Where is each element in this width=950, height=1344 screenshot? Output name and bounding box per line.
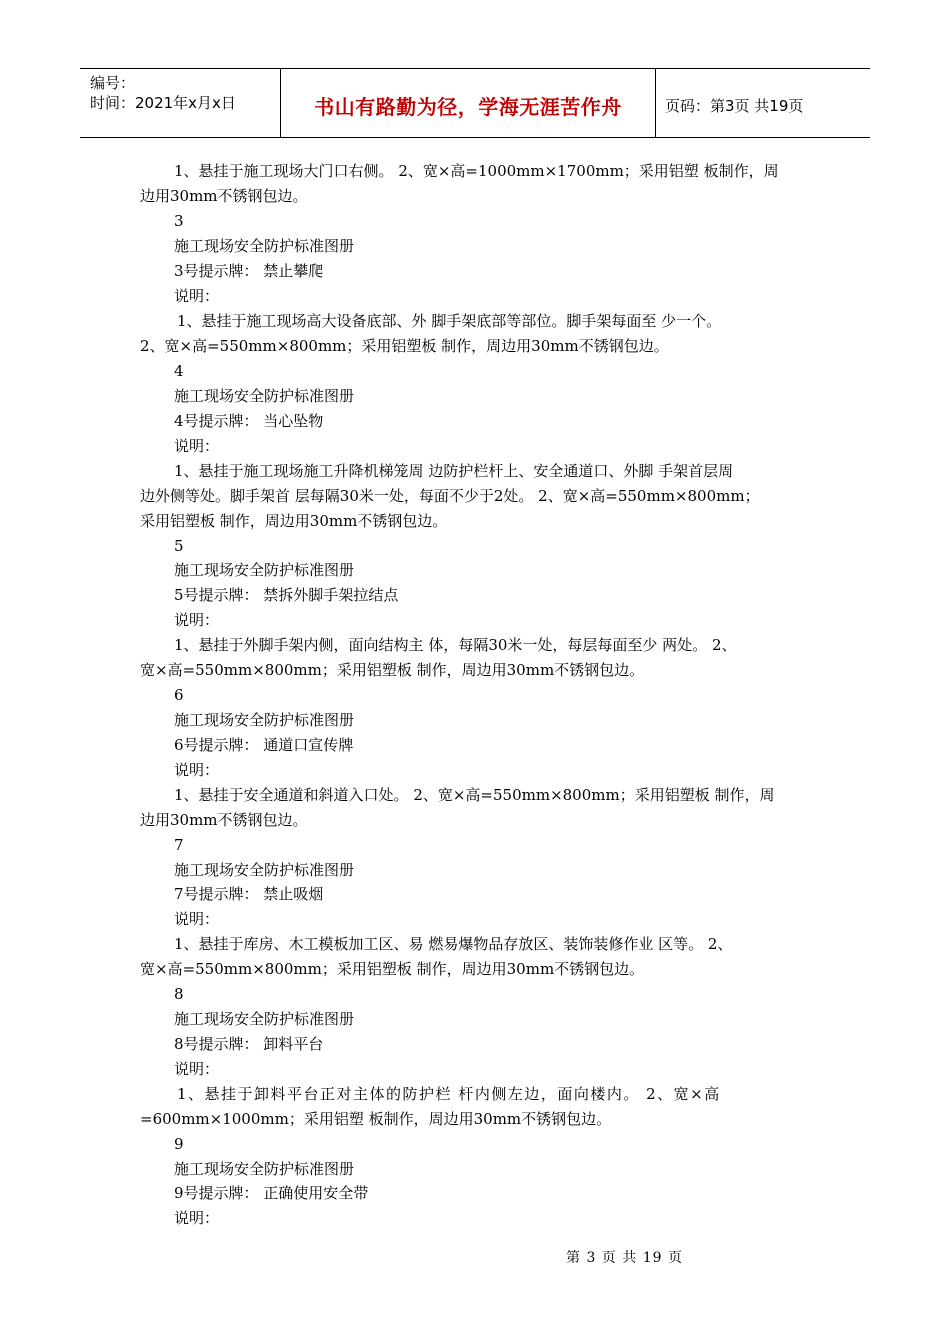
- section-number: 4: [174, 362, 184, 380]
- note-label: 说明：: [174, 1060, 220, 1078]
- header-motto: 书山有路勤为径，学海无涯苦作舟: [314, 95, 622, 119]
- code-label: 编号：: [90, 74, 136, 92]
- note-label: 说明：: [174, 761, 220, 779]
- note-label: 说明：: [174, 1209, 220, 1227]
- section-title: 施工现场安全防护标准图册: [174, 711, 355, 729]
- sign-title: 9号提示牌： 正确使用安全带: [174, 1184, 369, 1202]
- note-label: 说明：: [174, 437, 220, 455]
- section-title: 施工现场安全防护标准图册: [174, 561, 355, 579]
- body-line: =600mm×1000mm；采用铝塑 板制作，周边用30mm不锈钢包边。: [140, 1110, 612, 1128]
- body-line: 宽×高=550mm×800mm；采用铝塑板 制作，周边用30mm不锈钢包边。: [140, 661, 645, 679]
- body-line: 边用30mm不锈钢包边。: [140, 187, 308, 205]
- body-line: 1、悬挂于安全通道和斜道入口处。 2、宽×高=550mm×800mm；采用铝塑板 制作，周: [174, 786, 775, 804]
- note-label: 说明：: [174, 910, 220, 928]
- sign-title: 7号提示牌： 禁止吸烟: [174, 885, 324, 903]
- body-line: 采用铝塑板 制作，周边用30mm不锈钢包边。: [140, 512, 448, 530]
- header-meta: [90, 73, 236, 113]
- note-label: 说明：: [174, 287, 220, 305]
- page-footer: 第 3 页 共 19 页: [566, 1250, 683, 1266]
- sign-title: 3号提示牌： 禁止攀爬: [174, 262, 324, 280]
- section-number: 6: [174, 686, 184, 704]
- note-label: 说明：: [174, 611, 220, 629]
- body-line: 宽×高=550mm×800mm；采用铝塑板 制作，周边用30mm不锈钢包边。: [140, 960, 645, 978]
- section-title: 施工现场安全防护标准图册: [174, 1010, 355, 1028]
- sign-title: 5号提示牌： 禁拆外脚手架拉结点: [174, 586, 399, 604]
- body-line: 2、宽×高=550mm×800mm；采用铝塑板 制作，周边用30mm不锈钢包边。: [140, 337, 669, 355]
- section-title: 施工现场安全防护标准图册: [174, 387, 355, 405]
- section-number: 7: [174, 836, 184, 854]
- section-title: 施工现场安全防护标准图册: [174, 1160, 355, 1178]
- time-label: 时间：2021年x月x日: [90, 94, 236, 112]
- section-title: 施工现场安全防护标准图册: [174, 861, 355, 879]
- page-header: [80, 68, 870, 138]
- body-line: 边用30mm不锈钢包边。: [140, 811, 308, 829]
- body-line: 1、悬挂于施工现场大门口右侧。 2、宽×高=1000mm×1700mm；采用铝塑 板制作，周: [174, 162, 779, 180]
- section-number: 8: [174, 985, 184, 1003]
- body-line: 1、悬挂于库房、木工模板加工区、易 燃易爆物品存放区、装饰装修作业 区等。 2、: [174, 935, 733, 953]
- header-divider: [655, 69, 656, 137]
- body-line: 1、悬挂于卸料平台正对主体的防护栏 杆内侧左边，面向楼内。 2、宽×高: [177, 1085, 721, 1103]
- sign-title: 6号提示牌： 通道口宣传牌: [174, 736, 354, 754]
- body-line: 1、悬挂于施工现场高大设备底部、外 脚手架底部等部位。脚手架每面至 少一个。: [177, 312, 722, 330]
- section-number: 5: [174, 537, 184, 555]
- body-line: 1、悬挂于外脚手架内侧，面向结构主 体，每隔30米一处，每层每面至少 两处。 2、: [174, 636, 737, 654]
- sign-title: 8号提示牌： 卸料平台: [174, 1035, 324, 1053]
- body-line: 边外侧等处。脚手架首 层每隔30米一处，每面不少于2处。 2、宽×高=550mm×800mm；: [140, 487, 760, 505]
- sign-title: 4号提示牌： 当心坠物: [174, 412, 324, 430]
- header-page-info: 页码：第3页 共19页: [665, 97, 804, 115]
- body-line: 1、悬挂于施工现场施工升降机梯笼周 边防护栏杆上、安全通道口、外脚 手架首层周: [174, 462, 734, 480]
- section-title: 施工现场安全防护标准图册: [174, 237, 355, 255]
- section-number: 9: [174, 1135, 184, 1153]
- section-number: 3: [174, 212, 184, 230]
